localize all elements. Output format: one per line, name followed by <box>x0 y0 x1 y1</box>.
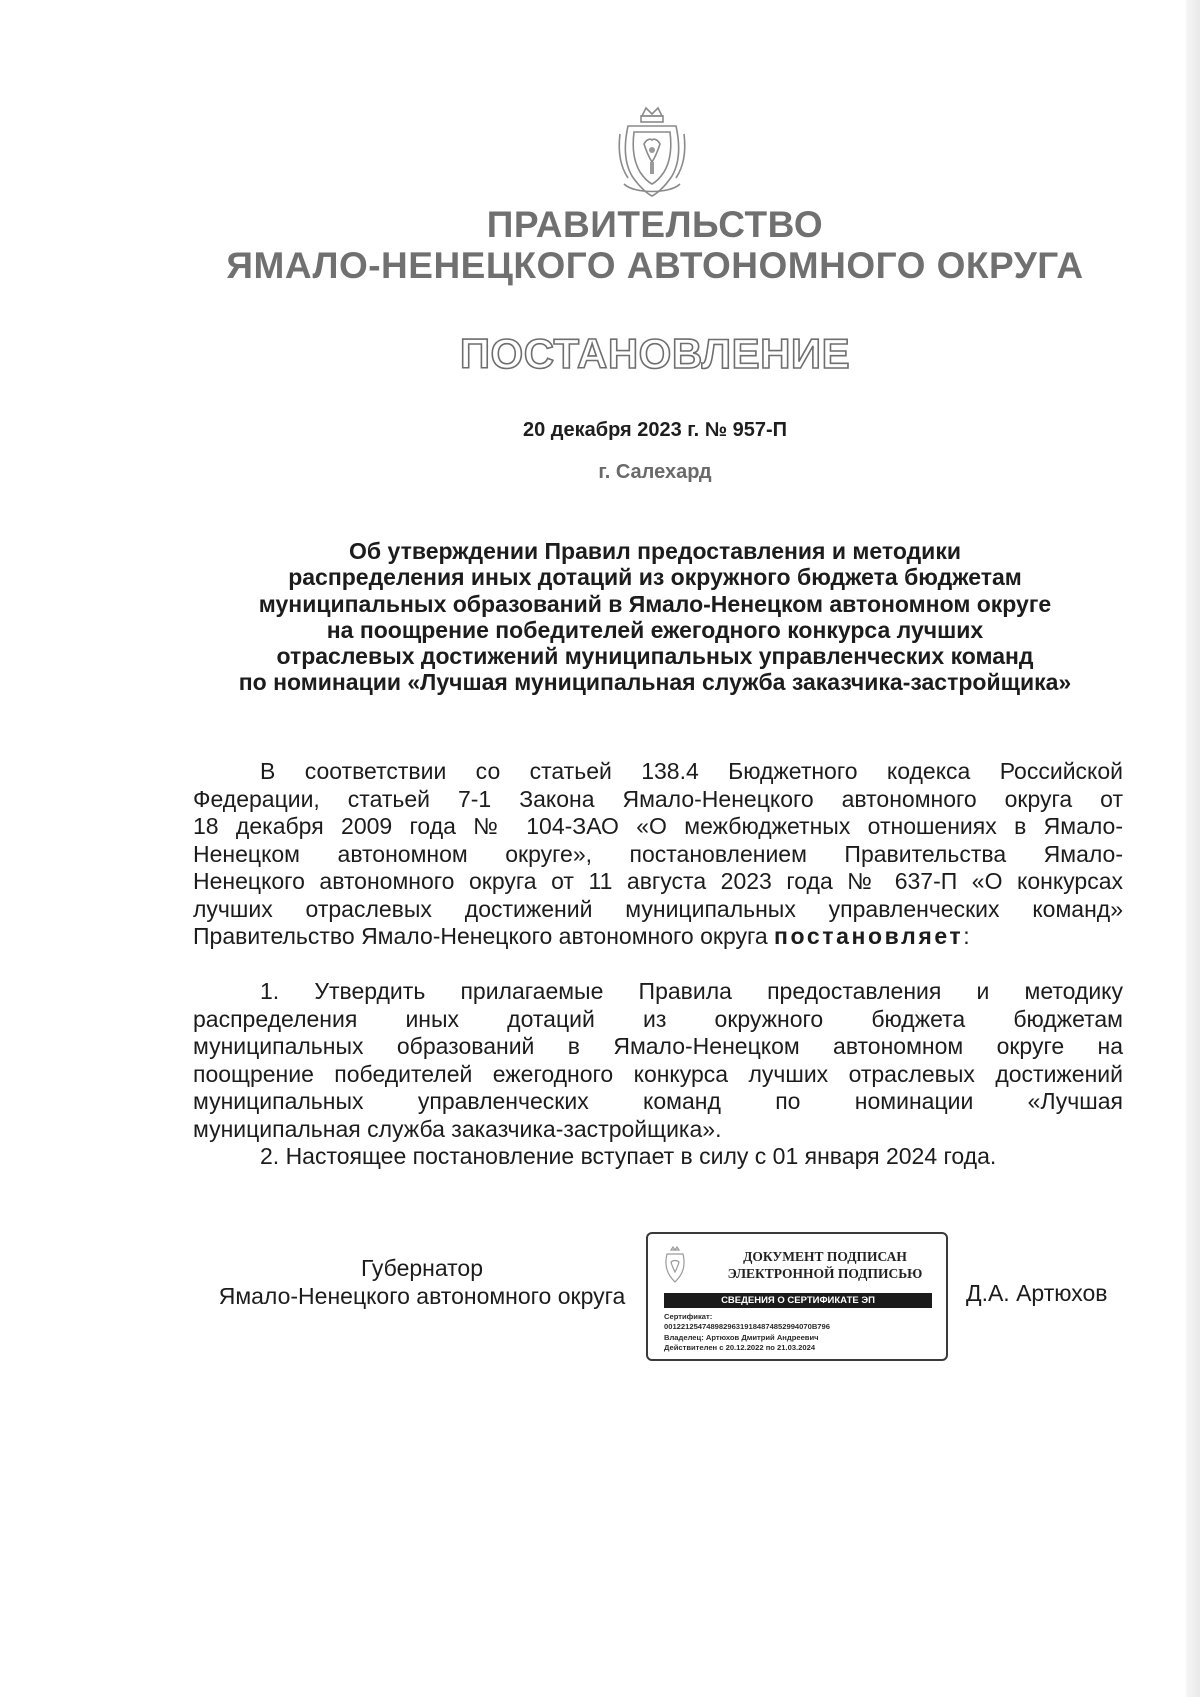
electronic-signature-stamp <box>646 1232 948 1361</box>
item2-line: 2. Настоящее постановление вступает в силу с 01 января 2024 года. <box>260 1143 997 1169</box>
stamp-emblem-icon <box>662 1246 688 1284</box>
decree-date-number: 20 декабря 2023 г. № 957-П <box>522 419 788 441</box>
document-type: ПОСТАНОВЛЕНИЕ <box>459 330 851 377</box>
decree-title-line: муниципальных образований в Ямало-Ненецком автономном округе <box>258 590 1052 617</box>
stamp-certificate-details <box>664 1312 940 1353</box>
stamp-certificate-bar: СВЕДЕНИЯ О СЕРТИФИКАТЕ ЭП <box>664 1293 932 1308</box>
decree-title-line: Об утверждении Правил предоставления и методики <box>349 538 961 564</box>
signatory-position <box>193 1255 651 1310</box>
operative-items <box>193 978 1123 1171</box>
decree-title-line: по номинации «Лучшая муниципальная служба заказчика-застройщика» <box>238 669 1072 696</box>
preamble-line: Ненецкого автономного округа от 11 августа 2023 года № 637-П «О конкурсах <box>193 868 1123 894</box>
stamp-heading-line1: ДОКУМЕНТ ПОДПИСАН <box>743 1249 907 1264</box>
stamp-cert-number: 00122125474898296319184874852994070B796 <box>664 1322 830 1332</box>
preamble-line: лучших отраслевых достижений муниципальных управленческих команд» <box>193 895 1123 922</box>
stamp-owner: Владелец: Артюхов Дмитрий Андреевич <box>664 1332 819 1342</box>
item1-line: муниципальная служба заказчика-застройщика». <box>193 1115 722 1142</box>
stamp-validity: Действителен с 20.12.2022 по 21.03.2024 <box>664 1342 816 1352</box>
resolves-word: постановляет <box>774 923 964 949</box>
preamble-line: Федерации, статьей 7-1 Закона Ямало-Ненецкого автономного округа от <box>193 785 1123 812</box>
item1-line: распределения иных дотаций из окружного бюджета бюджетам <box>193 1005 1123 1032</box>
org-name-line1: ПРАВИТЕЛЬСТВО <box>486 204 824 245</box>
preamble-line: В соответствии со статьей 138.4 Бюджетного кодекса Российской <box>260 758 1123 784</box>
signatory-position-line2: Ямало-Ненецкого автономного округа <box>218 1282 626 1309</box>
item1-line: муниципальных образований в Ямало-Ненецком автономном округе на <box>193 1033 1123 1059</box>
decree-title-line: распределения иных дотаций из окружного бюджета бюджетам <box>288 564 1022 591</box>
decree-title-line: отраслевых достижений муниципальных управленческих команд <box>276 643 1034 670</box>
decree-title <box>190 538 1120 696</box>
item1-line: поощрение победителей ежегодного конкурса лучших отраслевых достижений <box>193 1060 1123 1087</box>
stamp-cert-label: Сертификат: <box>664 1312 713 1321</box>
decree-title-line: на поощрение победителей ежегодного конкурса лучших <box>326 616 984 643</box>
stamp-heading <box>710 1248 940 1282</box>
signatory-position-line1: Губернатор <box>360 1255 484 1281</box>
item1-line: муниципальных управленческих команд по номинации «Лучшая <box>193 1088 1123 1114</box>
preamble-line: Правительство Ямало-Ненецкого автономного округа <box>193 923 775 949</box>
item1-line: 1. Утвердить прилагаемые Правила предоставления и методику <box>260 978 1123 1004</box>
preamble-line: Ненецком автономном округе», постановлением Правительства Ямало- <box>193 840 1123 867</box>
decree-city: г. Салехард <box>598 461 712 483</box>
preamble-paragraph <box>193 758 1123 951</box>
signatory-name: Д.А. Артюхов <box>966 1280 1108 1306</box>
preamble-last-line <box>193 923 1123 951</box>
preamble-line: 18 декабря 2009 года № 104-ЗАО «О межбюджетных отношениях в Ямало- <box>193 813 1123 839</box>
resolves-colon: : <box>963 923 970 949</box>
org-name-line2: ЯМАЛО-НЕНЕЦКОГО АВТОНОМНОГО ОКРУГА <box>226 245 1084 286</box>
coat-of-arms-emblem <box>614 104 690 202</box>
stamp-heading-line2: ЭЛЕКТРОННОЙ ПОДПИСЬЮ <box>727 1266 923 1281</box>
